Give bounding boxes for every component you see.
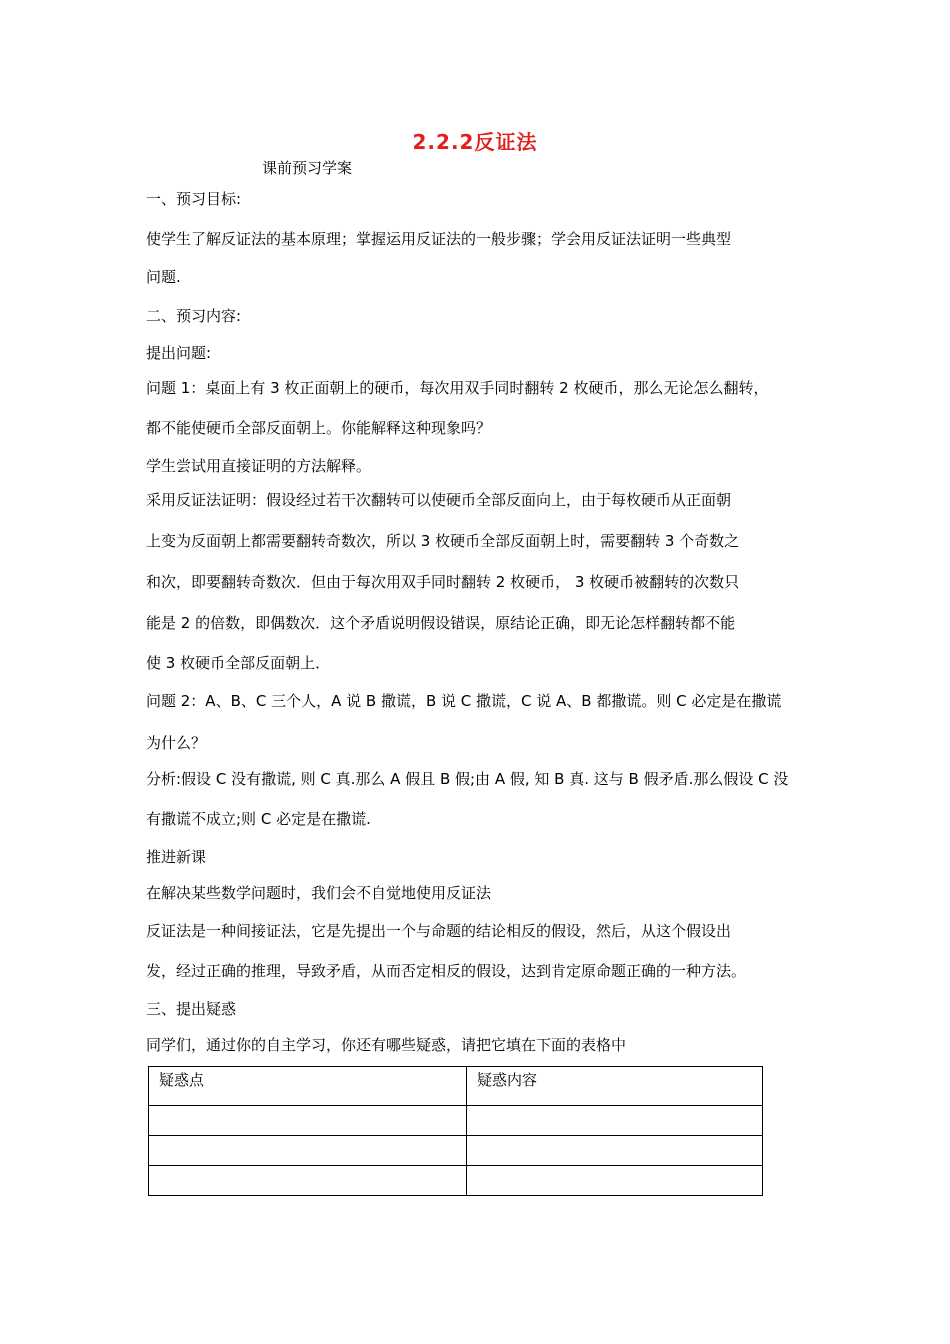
section-heading-goals: 一、预习目标:: [146, 190, 242, 208]
paragraph-line: 同学们，通过你的自主学习，你还有哪些疑惑，请把它填在下面的表格中: [146, 1036, 627, 1054]
paragraph-line: 分析:假设 C 没有撒谎, 则 C 真.那么 A 假且 B 假;由 A 假, 知 B 真. 这与 B 假矛盾.那么假设 C 没: [146, 770, 789, 788]
paragraph-line: 使 3 枚硬币全部反面朝上．: [146, 654, 331, 672]
paragraph-line: 提出问题:: [146, 344, 212, 362]
header-doubt-content: 疑惑内容: [467, 1067, 763, 1106]
table-cell[interactable]: [467, 1106, 763, 1136]
doc-title: 2.2.2反证法: [412, 130, 538, 154]
table-cell[interactable]: [149, 1136, 467, 1166]
section-heading-doubts: 三、提出疑惑: [146, 1000, 237, 1018]
paragraph-line: 为什么？: [146, 734, 207, 752]
table-header-row: [149, 1067, 763, 1106]
paragraph-line: 问题 1：桌面上有 3 枚正面朝上的硬币，每次用双手同时翻转 2 枚硬币，那么无论怎么翻转，: [146, 379, 769, 397]
table-row: [149, 1106, 763, 1136]
table-row: [149, 1136, 763, 1166]
table-cell[interactable]: [467, 1136, 763, 1166]
section-heading-new-lesson: 推进新课: [146, 848, 207, 866]
paragraph-line: 学生尝试用直接证明的方法解释。: [146, 457, 372, 475]
table-cell[interactable]: [149, 1106, 467, 1136]
paragraph-line: 都不能使硬币全部反面朝上。你能解释这种现象吗？: [146, 419, 492, 437]
header-doubt-point: 疑惑点: [149, 1067, 467, 1106]
paragraph-line: 有撒谎不成立;则 C 必定是在撒谎.: [146, 810, 371, 828]
table-row: [149, 1166, 763, 1196]
table-cell[interactable]: [149, 1166, 467, 1196]
paragraph-line: 发，经过正确的推理，导致矛盾，从而否定相反的假设，达到肯定原命题正确的一种方法。: [146, 962, 747, 980]
table-cell[interactable]: [467, 1166, 763, 1196]
paragraph-line: 问题 2：A、B、C 三个人，A 说 B 撒谎，B 说 C 撒谎，C 说 A、B 都撒谎。则 C 必定是在撒谎: [146, 692, 782, 710]
paragraph-line: 在解决某些数学问题时，我们会不自觉地使用反证法: [146, 884, 492, 902]
paragraph-line: 能是 2 的倍数，即偶数次．这个矛盾说明假设错误，原结论正确，即无论怎样翻转都不能: [146, 614, 736, 632]
paragraph-line: 上变为反面朝上都需要翻转奇数次，所以 3 枚硬币全部反面朝上时，需要翻转 3 个奇数之: [146, 532, 740, 550]
paragraph-line: 反证法是一种间接证法，它是先提出一个与命题的结论相反的假设，然后，从这个假设出: [146, 922, 732, 940]
doc-subtitle: 课前预习学案: [262, 159, 353, 177]
section-heading-content: 二、预习内容:: [146, 307, 242, 325]
paragraph-line: 使学生了解反证法的基本原理；掌握运用反证法的一般步骤；学会用反证法证明一些典型: [146, 230, 732, 248]
paragraph-line: 和次，即要翻转奇数次．但由于每次用双手同时翻转 2 枚硬币， 3 枚硬币被翻转的次数只: [146, 573, 740, 591]
paragraph-line: 问题.: [146, 268, 181, 286]
paragraph-line: 采用反证法证明：假设经过若干次翻转可以使硬币全部反面向上，由于每枚硬币从正面朝: [146, 491, 732, 509]
doubts-table: [148, 1066, 763, 1196]
